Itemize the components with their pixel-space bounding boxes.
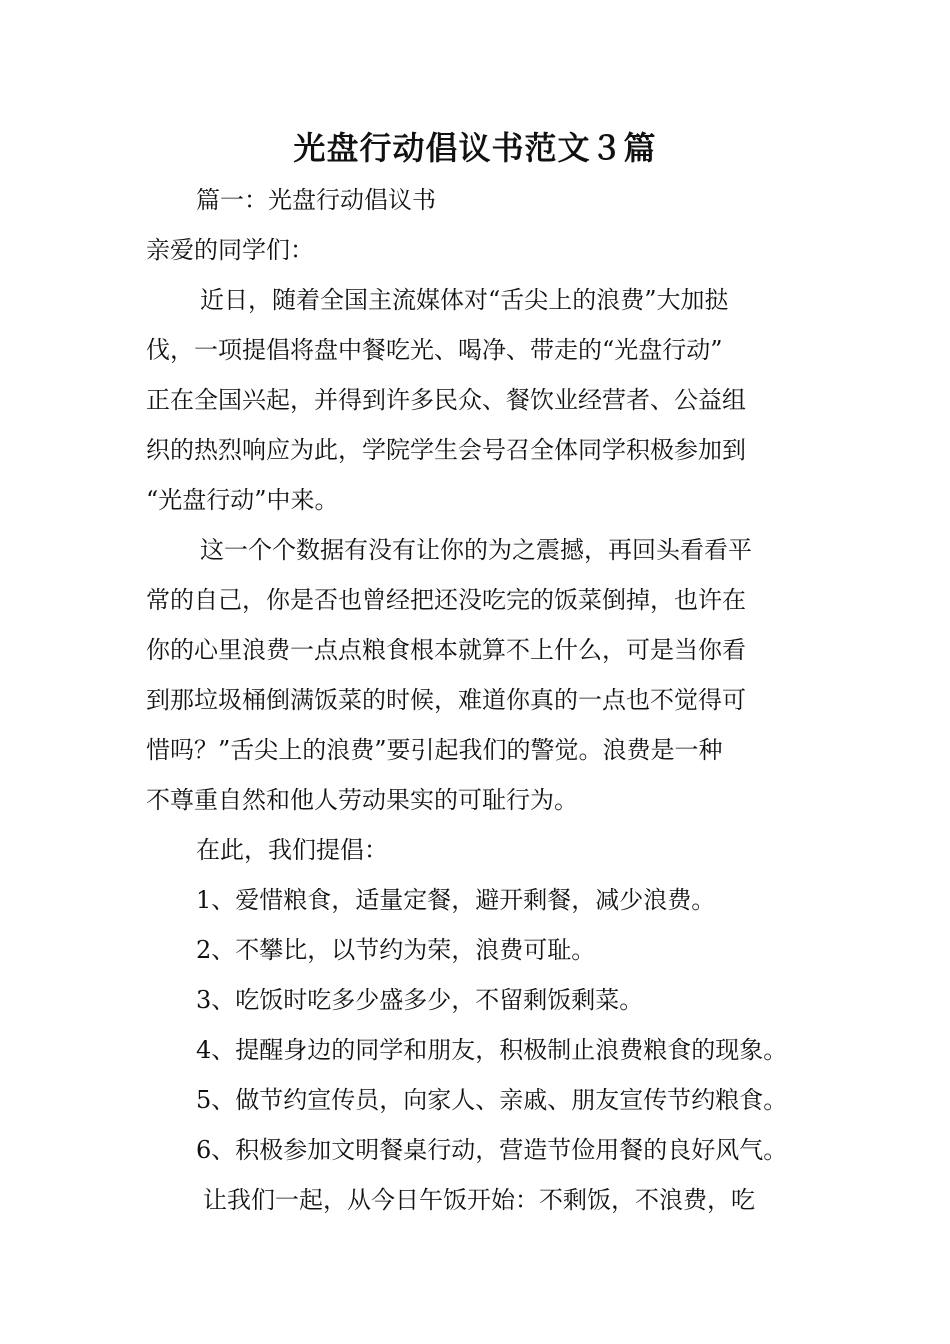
paragraph-1-line-2: 伐，一项提倡将盘中餐吃光、喝净、带走的“光盘行动” bbox=[146, 336, 723, 364]
paragraph-1-line-5: “光盘行动”中来。 bbox=[146, 486, 339, 514]
list-item: 5、做节约宣传员，向家人、亲戚、朋友宣传节约粮食。 bbox=[196, 1086, 788, 1114]
proposal-intro: 在此，我们提倡： bbox=[196, 836, 388, 864]
paragraph-2-line-1: 这一个个数据有没有让你的为之震撼，再回头看看平 bbox=[200, 536, 752, 564]
paragraph-2-line-6: 不尊重自然和他人劳动果实的可耻行为。 bbox=[146, 786, 578, 814]
paragraph-2-line-5: 惜吗？”舌尖上的浪费”要引起我们的警觉。浪费是一种 bbox=[146, 736, 723, 764]
paragraph-2-line-3: 你的心里浪费一点点粮食根本就算不上什么，可是当你看 bbox=[146, 636, 746, 664]
list-item: 3、吃饭时吃多少盛多少，不留剩饭剩菜。 bbox=[196, 986, 644, 1014]
closing-line: 让我们一起，从今日午饭开始：不剩饭，不浪费，吃 bbox=[203, 1186, 755, 1214]
list-item: 2、不攀比，以节约为荣，浪费可耻。 bbox=[196, 936, 596, 964]
section-heading: 篇一：光盘行动倡议书 bbox=[196, 186, 436, 214]
list-item: 1、爱惜粮食，适量定餐，避开剩餐，减少浪费。 bbox=[196, 886, 716, 914]
paragraph-1-line-4: 织的热烈响应为此，学院学生会号召全体同学积极参加到 bbox=[146, 436, 746, 464]
paragraph-1-line-1: 近日，随着全国主流媒体对“舌尖上的浪费”大加挞 bbox=[200, 286, 729, 314]
list-item: 6、积极参加文明餐桌行动，营造节俭用餐的良好风气。 bbox=[196, 1136, 788, 1164]
paragraph-2-line-2: 常的自己，你是否也曾经把还没吃完的饭菜倒掉，也许在 bbox=[146, 586, 746, 614]
paragraph-1-line-3: 正在全国兴起，并得到许多民众、餐饮业经营者、公益组 bbox=[146, 386, 746, 414]
document-title: 光盘行动倡议书范文３篇 bbox=[293, 129, 657, 167]
paragraph-2-line-4: 到那垃圾桶倒满饭菜的时候，难道你真的一点也不觉得可 bbox=[146, 686, 746, 714]
salutation: 亲爱的同学们： bbox=[146, 236, 314, 264]
list-item: 4、提醒身边的同学和朋友，积极制止浪费粮食的现象。 bbox=[196, 1036, 788, 1064]
